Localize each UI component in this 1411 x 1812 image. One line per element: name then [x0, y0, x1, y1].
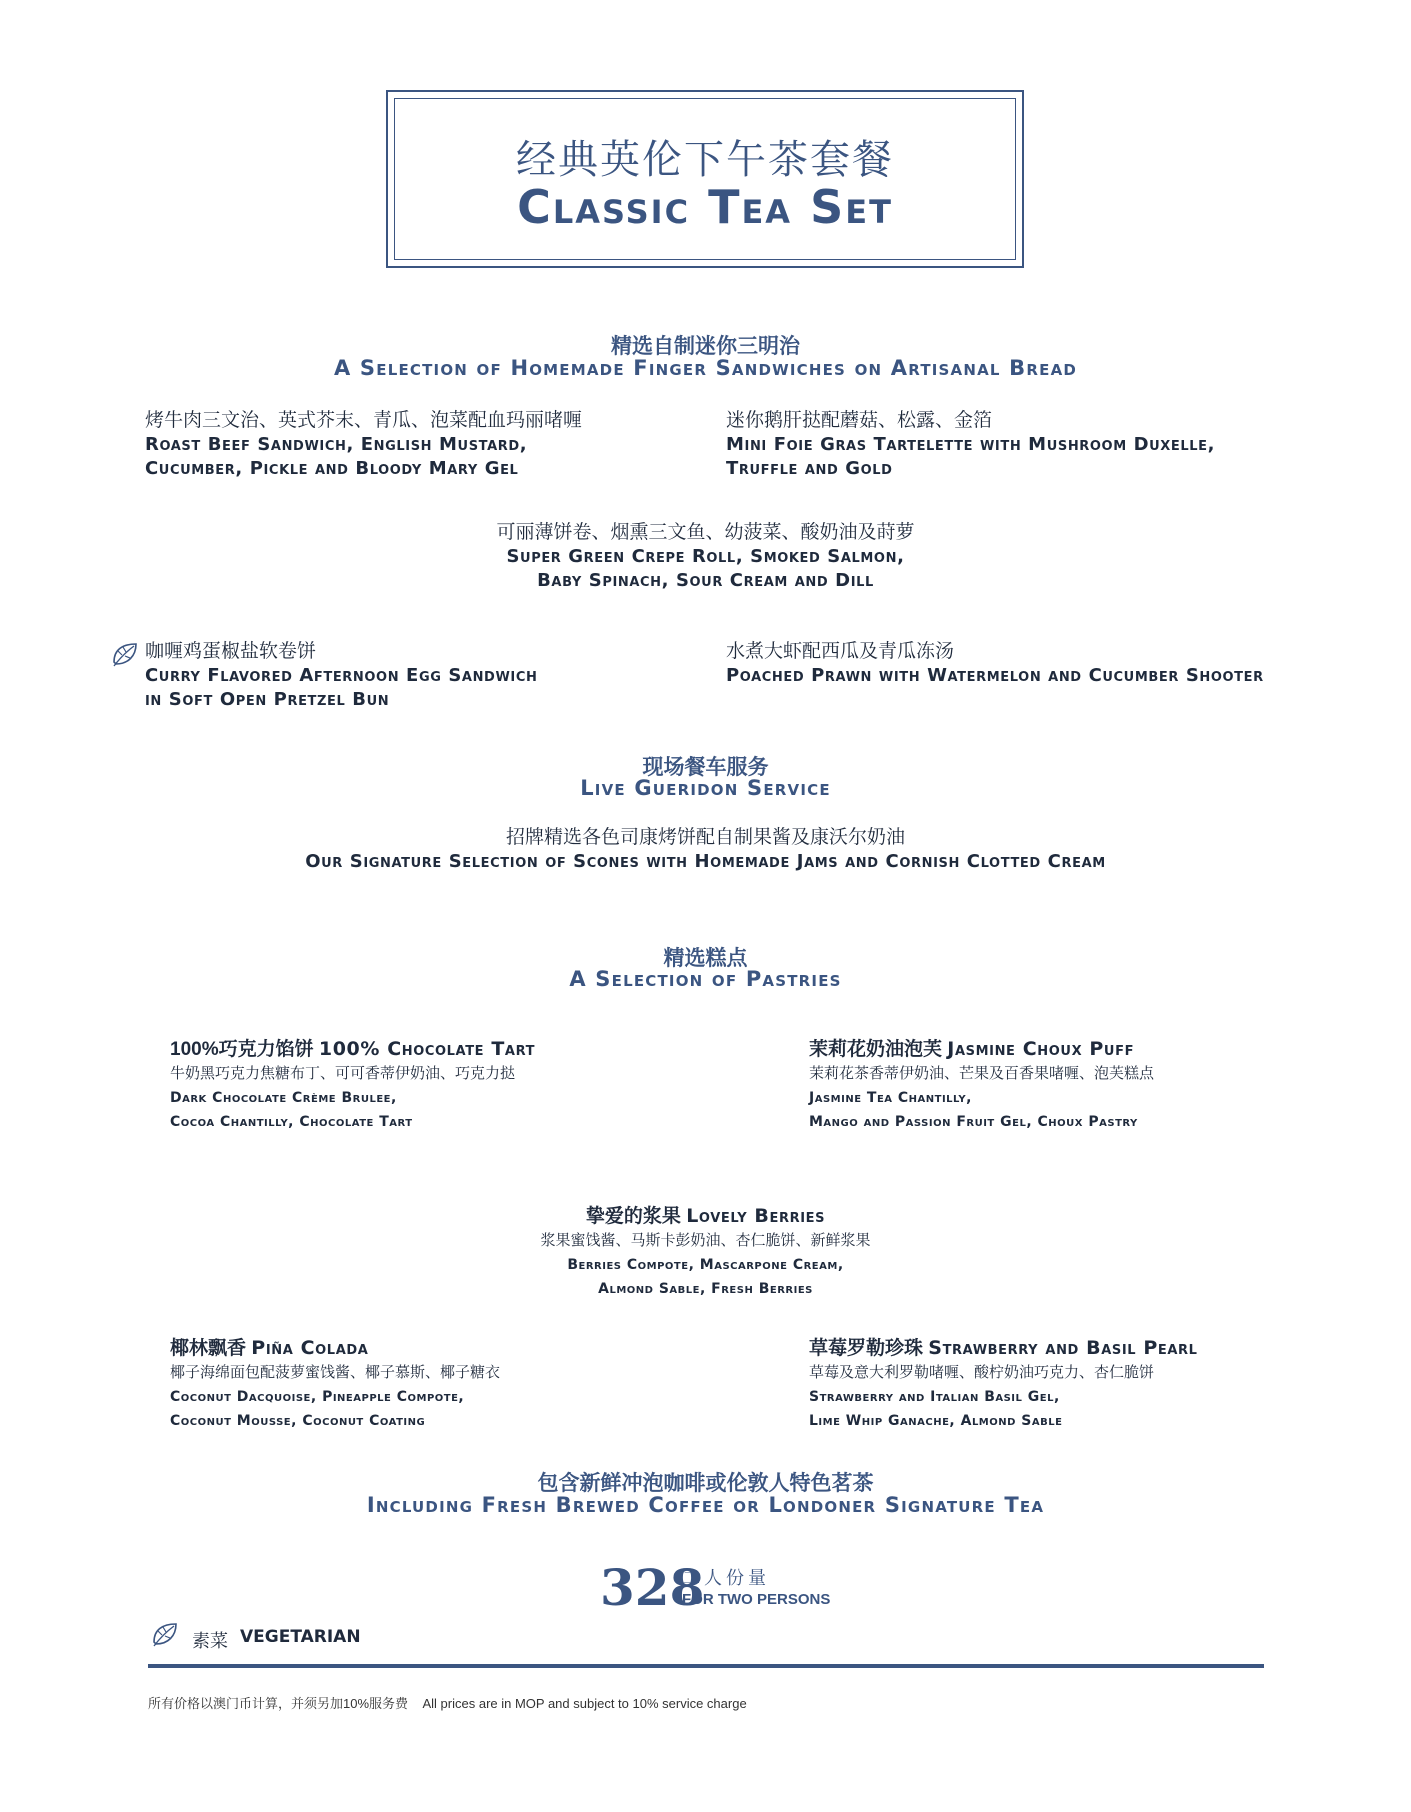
pastry-title-en: Piña Colada	[251, 1337, 369, 1359]
beverage-en: Including Fresh Brewed Coffee or Londoner Signature Tea	[366, 1493, 1045, 1517]
sandwich-item-prawn	[726, 640, 1264, 688]
pastry-title-cn: 挚爱的浆果	[585, 1206, 681, 1227]
item-en: Curry Flavored Afternoon Egg Sandwich	[145, 665, 538, 686]
pastries-heading-en: A Selection of Pastries	[569, 967, 842, 991]
legend-cn: 素菜	[192, 1631, 228, 1652]
item-cn: 烤牛肉三文治、英式芥末、青瓜、泡菜配血玛丽啫喱	[145, 410, 583, 431]
pastry-title-cn: 茉莉花奶油泡芙	[809, 1039, 943, 1060]
gueridon-heading-en: Live Gueridon Service	[580, 776, 831, 800]
pastry-title-en: 100% Chocolate Tart	[318, 1038, 536, 1060]
legend-en: VEGETARIAN	[240, 1627, 361, 1647]
item-en: in Soft Open Pretzel Bun	[145, 689, 390, 710]
gueridon-heading-cn: 现场餐车服务	[642, 756, 769, 779]
item-cn: 咖喱鸡蛋椒盐软卷饼	[145, 641, 317, 662]
pastry-en: Coconut Mousse, Coconut Coating	[170, 1413, 426, 1429]
pastry-en: Strawberry and Italian Basil Gel,	[809, 1389, 1060, 1405]
pastry-cn: 浆果蜜饯酱、马斯卡彭奶油、杏仁脆饼、新鲜浆果	[540, 1232, 871, 1249]
pastry-en: Jasmine Tea Chantilly,	[809, 1090, 972, 1106]
pastry-cn: 草莓及意大利罗勒啫喱、酸柠奶油巧克力、杏仁脆饼	[809, 1364, 1155, 1381]
footer-note	[148, 1693, 747, 1712]
item-en: Truffle and Gold	[726, 458, 893, 479]
price-amount: 328	[600, 1558, 705, 1617]
item-en: Cucumber, Pickle and Bloody Mary Gel	[145, 458, 519, 479]
beverage-cn: 包含新鲜冲泡咖啡或伦敦人特色茗茶	[537, 1472, 874, 1495]
pastry-item-jasmine-choux	[809, 1037, 1154, 1134]
pastry-en: Berries Compote, Mascarpone Cream,	[567, 1257, 844, 1273]
item-cn: 可丽薄饼卷、烟熏三文鱼、幼菠菜、酸奶油及莳萝	[496, 522, 915, 543]
pastry-en: Lime Whip Ganache, Almond Sable	[809, 1413, 1063, 1429]
title-cn: 经典英伦下午茶套餐	[516, 138, 894, 182]
sandwich-item-foie-gras	[726, 409, 1215, 481]
footer-en: All prices are in MOP and subject to 10% service charge	[422, 1696, 747, 1711]
item-cn: 迷你鹅肝挞配蘑菇、松露、金箔	[726, 410, 993, 431]
pastry-title-cn: 椰林飘香	[170, 1338, 247, 1359]
pastry-item-chocolate-tart	[170, 1037, 535, 1134]
pastry-title-en: Lovely Berries	[686, 1205, 826, 1227]
pastry-en: Coconut Dacquoise, Pineapple Compote,	[170, 1389, 465, 1405]
pastry-title-cn: 100%巧克力馅饼	[170, 1039, 314, 1060]
leaf-icon	[150, 1620, 180, 1650]
item-cn: 招牌精选各色司康烤饼配自制果酱及康沃尔奶油	[505, 827, 905, 848]
pastry-title-en: Jasmine Choux Puff	[947, 1038, 1135, 1060]
pastry-title-cn: 草莓罗勒珍珠	[809, 1338, 924, 1359]
sandwich-item-curry-egg	[145, 640, 537, 712]
pastry-en: Mango and Passion Fruit Gel, Choux Pastry	[809, 1114, 1138, 1130]
footer-divider	[148, 1664, 1264, 1668]
sandwiches-heading-en: A Selection of Homemade Finger Sandwiches on Artisanal Bread	[333, 356, 1078, 380]
scones-item	[0, 826, 1411, 874]
item-en: Super Green Crepe Roll, Smoked Salmon,	[506, 546, 905, 567]
pastry-item-pina-colada	[170, 1336, 500, 1433]
item-en: Baby Spinach, Sour Cream and Dill	[537, 570, 874, 591]
pastry-cn: 牛奶黑巧克力焦糖布丁、可可香蒂伊奶油、巧克力挞	[170, 1065, 516, 1082]
item-en: Our Signature Selection of Scones with Homemade Jams and Cornish Clotted Cream	[305, 851, 1106, 872]
pastry-en: Cocoa Chantilly, Chocolate Tart	[170, 1114, 413, 1130]
footer-cn: 所有价格以澳门币计算，并须另加10%服务费	[148, 1696, 409, 1711]
pastry-title-en: Strawberry and Basil Pearl	[928, 1337, 1198, 1359]
pastry-cn: 椰子海绵面包配菠萝蜜饯酱、椰子慕斯、椰子糖衣	[170, 1364, 501, 1381]
item-en: Roast Beef Sandwich, English Mustard,	[145, 434, 528, 455]
item-cn: 水煮大虾配西瓜及青瓜冻汤	[726, 641, 955, 662]
item-en: Poached Prawn with Watermelon and Cucumber Shooter	[726, 665, 1264, 686]
sandwich-item-crepe-roll	[0, 521, 1411, 593]
sandwich-item-roast-beef	[145, 409, 582, 481]
pastries-heading-cn: 精选糕点	[663, 947, 748, 970]
sandwiches-heading-cn: 精选自制迷你三明治	[611, 335, 800, 358]
price-cn: 二人份量	[682, 1568, 770, 1588]
pastry-en: Dark Chocolate Crème Brulee,	[170, 1090, 397, 1106]
pastry-cn: 茉莉花茶香蒂伊奶油、芒果及百香果啫喱、泡芙糕点	[809, 1065, 1155, 1082]
pastry-item-strawberry-basil	[809, 1336, 1198, 1433]
pastry-en: Almond Sable, Fresh Berries	[598, 1281, 813, 1297]
price-en: FOR TWO PERSONS	[682, 1591, 831, 1608]
pastry-item-lovely-berries	[0, 1204, 1411, 1301]
title-en: Classic Tea Set	[517, 180, 893, 234]
leaf-icon	[110, 640, 140, 670]
item-en: Mini Foie Gras Tartelette with Mushroom Duxelle,	[726, 434, 1216, 455]
